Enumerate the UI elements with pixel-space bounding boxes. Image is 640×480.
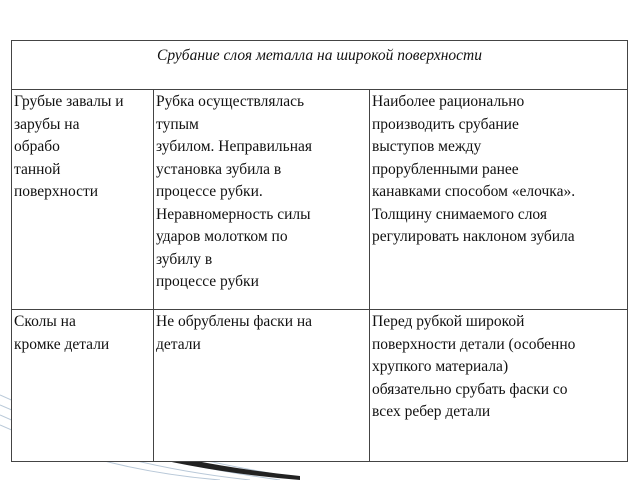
- cause-cell: Рубка осуществлялась тупым зубилом. Неправильная установка зубила в процессе рубки. Неравномерность силы ударов молотком по зубилу в процессе рубки: [154, 90, 370, 310]
- defects-table: [11, 40, 628, 462]
- prevention-cell: Наиболее рационально производить срубание выступов между прорубленными ранее канавками способом «елочка». Толщину снимаемого слоя регулировать наклоном зубила: [370, 90, 628, 310]
- cause-cell: Не обрублены фаски на детали: [154, 310, 370, 462]
- table-row: [12, 90, 628, 310]
- defect-cell: Сколы на кромке детали: [12, 310, 154, 462]
- table-title: Срубание слоя металла на широкой поверхности: [12, 41, 628, 90]
- defect-cell: Грубые завалы и зарубы на обрабо танной поверхности: [12, 90, 154, 310]
- prevention-cell: Перед рубкой широкой поверхности детали (особенно хрупкого материала) обязательно срубать фаски со всех ребер детали: [370, 310, 628, 462]
- table-title-row: [12, 41, 628, 90]
- table-row: [12, 310, 628, 462]
